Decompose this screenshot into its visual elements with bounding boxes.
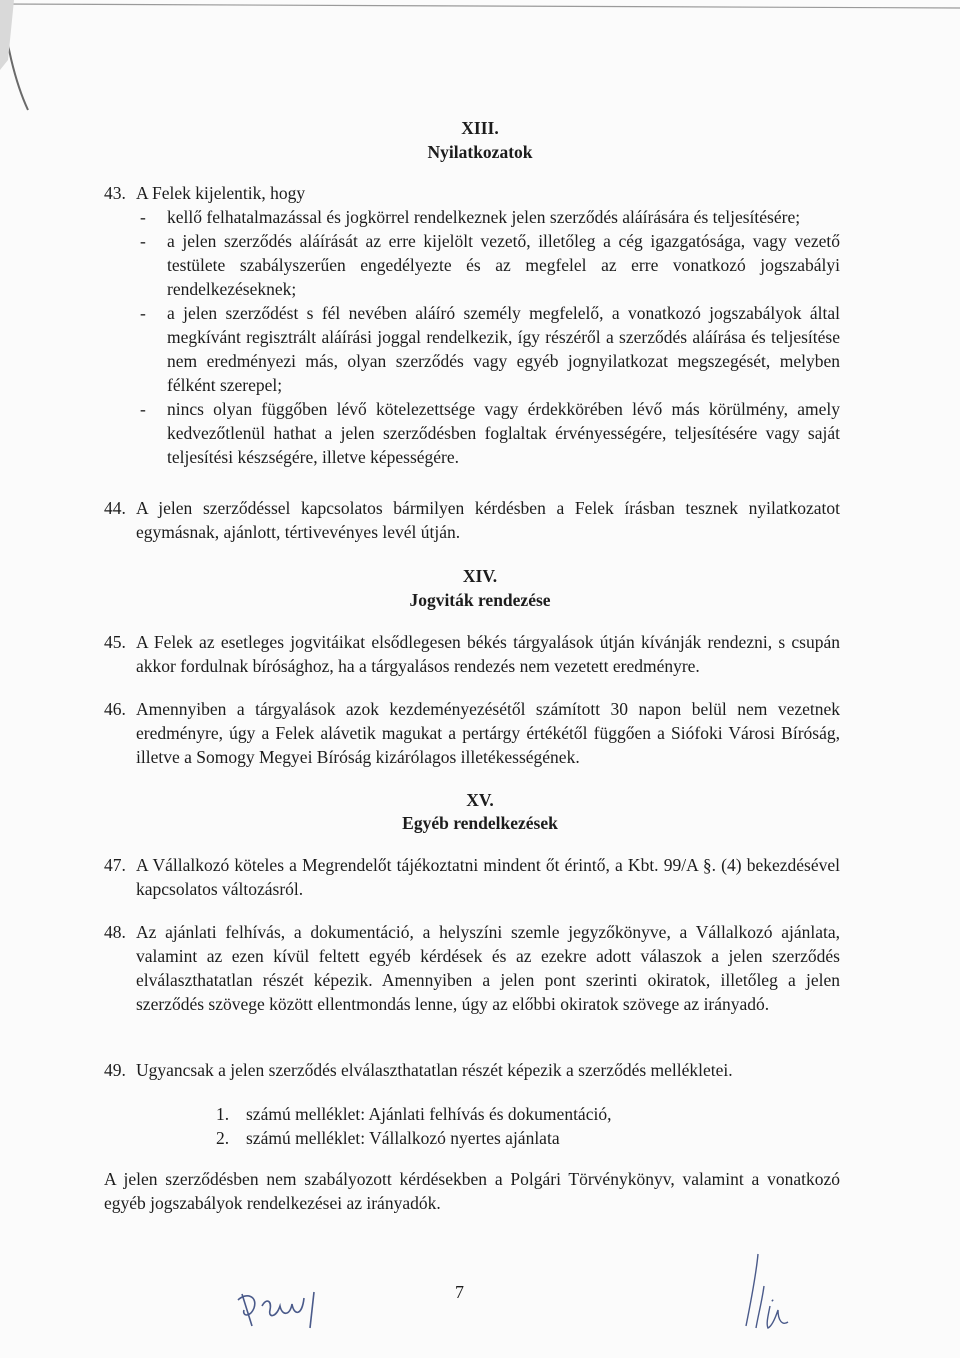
- paragraph-46-text: Amennyiben a tárgyalások azok kezdeményezésétől számított 30 napon belül nem vezetnek eredményre, úgy a Felek alávetik magukat a pertárgy értékétől függően a Siófoki Városi Bíróság, illetve a Somogy Megyei Bíróság kizárólagos illetékességének.: [136, 699, 840, 767]
- appendix-item: 1. számú melléklet: Ajánlati felhívás és dokumentáció,: [216, 1104, 612, 1124]
- list-item: - a jelen szerződés aláírását az erre kijelölt vezető, illetőleg a cég igazgatósága, vagy vezető testülete szabályszerűen engedélyezte és az megfelel az erre vonatkozó jogszabályi rendelkezéseknek;: [140, 231, 840, 299]
- paragraph-49: [104, 1058, 840, 1082]
- paragraph-45: [104, 630, 840, 678]
- section-xiii-numeral: XIII.: [461, 118, 499, 138]
- appendix-list: [216, 1102, 716, 1150]
- section-xiii-title: Nyilatkozatok: [427, 142, 533, 162]
- paragraph-number: 49.: [104, 1060, 126, 1080]
- paragraph-48: [104, 920, 840, 1016]
- paragraph-48-text: Az ajánlati felhívás, a dokumentáció, a helyszíni szemle jegyzőkönyve, a Vállalkozó ajánlata, valamint az ezen kívül feltett egyéb kérdések és az ezekre adott válaszok a jelen szerződés elválaszthatatlan részét képezik. Amennyiben a jelen pont szerinti okiratok, illetőleg a jelen szerződés szövege között ellentmondás lenne, úgy az előbbi okiratok szövege az irányadó.: [136, 922, 840, 1014]
- paragraph-number: 47.: [104, 855, 126, 875]
- section-xiv-title: Jogviták rendezése: [409, 590, 551, 610]
- paragraph-46: [104, 697, 840, 769]
- paragraph-47: [104, 853, 840, 901]
- paragraph-number: 43.: [104, 183, 126, 203]
- paragraph-43-intro: A Felek kijelentik, hogy: [136, 183, 306, 203]
- paragraph-47-text: A Vállalkozó köteles a Megrendelőt tájékoztatni mindent őt érintő, a Kbt. 99/A §. (4) bekezdésével kapcsolatos változásról.: [136, 855, 840, 899]
- paragraph-number: 45.: [104, 632, 126, 652]
- paragraph-45-text: A Felek az esetleges jogvitáikat elsődlegesen békés tárgyalások útján kívánják rendezni, s csupán akkor fordulnak bírósághoz, ha a tárgyalásos rendezés nem vezetett eredményre.: [136, 632, 840, 676]
- paragraph-44: [104, 496, 840, 544]
- list-item: - kellő felhatalmazással és jogkörrel rendelkeznek jelen szerződés aláírására és teljesítésére;: [140, 207, 801, 227]
- appendix-item: 2. számú melléklet: Vállalkozó nyertes ajánlata: [216, 1128, 560, 1148]
- right-initials-signature: [736, 1246, 816, 1336]
- paragraph-44-text: A jelen szerződéssel kapcsolatos bármilyen kérdésben a Felek írásban tesznek nyilatkozatot egymásnak, ajánlott, tértivevényes levél útján.: [136, 498, 840, 542]
- section-xv-title: Egyéb rendelkezések: [402, 813, 558, 833]
- list-item: - a jelen szerződést s fél nevében aláíró személy megfelelő, a vonatkozó jogszabályok által megkívánt regisztrált aláírási joggal rendelkezik, így részéről a szerződés aláírása és teljesítése nem eredményezi más, olyan szerződés vagy egyéb jognyilatkozat megszegését, melyben félként szerepel;: [140, 303, 840, 395]
- paragraph-number: 44.: [104, 498, 126, 518]
- paragraph-43-list: [140, 205, 840, 469]
- closing-paragraph: A jelen szerződésben nem szabályozott kérdésekben a Polgári Törvénykönyv, valamint a vonatkozó egyéb jogszabályok rendelkezései az irányadók.: [104, 1169, 840, 1213]
- paragraph-number: 48.: [104, 922, 126, 942]
- list-item: - nincs olyan függőben lévő kötelezettsége vagy érdekkörében lévő más körülmény, amely kedvezőtlenül hathat a jelen szerződésben foglaltak érvényességére, teljesítésére vagy saját teljesítési készségére, illetve képességére.: [140, 399, 840, 467]
- paragraph-number: 46.: [104, 699, 126, 719]
- paragraph-49-text: Ugyancsak a jelen szerződés elválaszthatatlan részét képezik a szerződés mellékletei.: [136, 1060, 733, 1080]
- left-initials-signature: [232, 1276, 392, 1336]
- page-number: 7: [455, 1282, 464, 1302]
- section-xiv-numeral: XIV.: [462, 566, 498, 586]
- section-xv-numeral: XV.: [466, 790, 494, 810]
- paragraph-43: [104, 181, 840, 469]
